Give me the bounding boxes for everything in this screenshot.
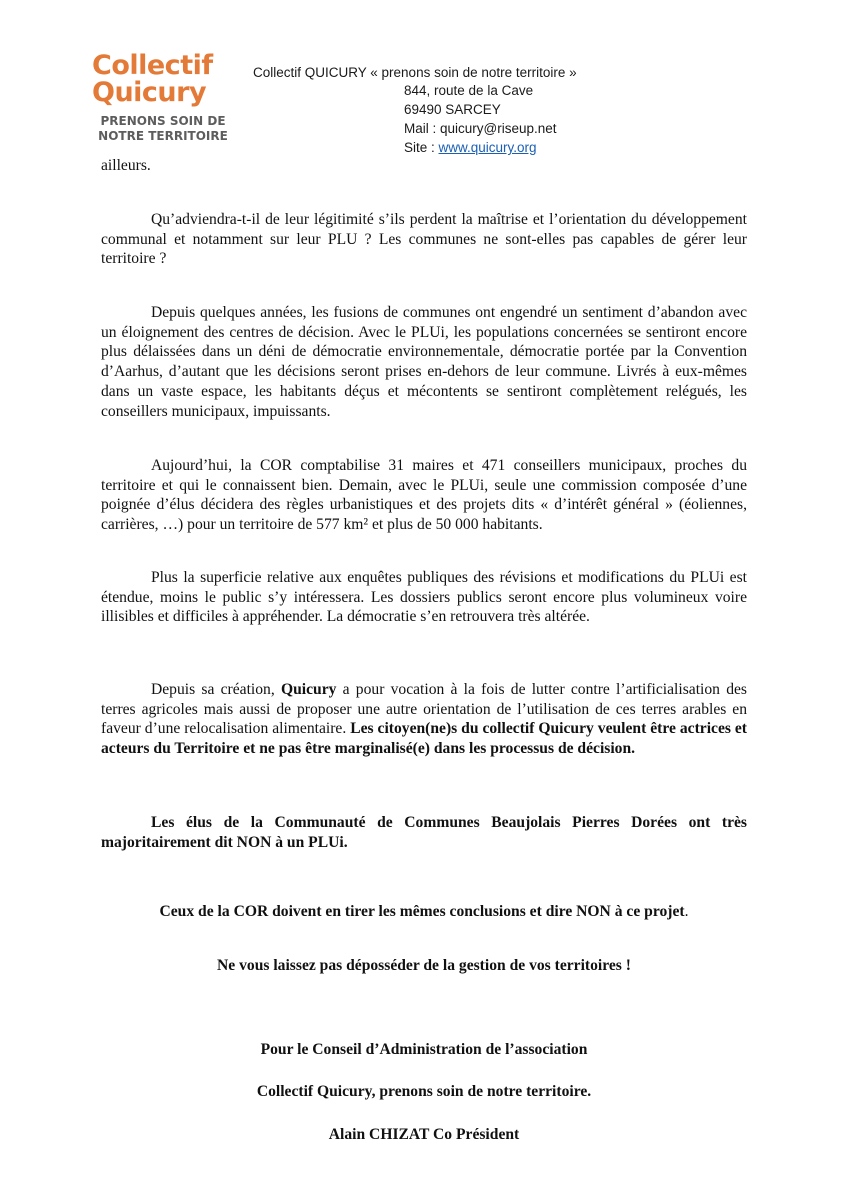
signature-line-1: Pour le Conseil d’Administration de l’association [260,1040,588,1058]
paragraph-3 [101,456,747,535]
paragraph-1 [101,210,747,269]
paragraph-7-main: Ceux de la COR doivent en tirer les mêmes conclusions et dire NON à ce projet [159,902,685,920]
paragraph-7 [101,886,747,937]
paragraph-7-end: . [684,902,689,920]
paragraph-5-bold-statement: Les citoyen(ne)s du collectif Quicury veulent être actrices et acteurs du Territoire et ne pas être marginalisé(e) dans les processus de décision. [101,720,748,758]
paragraph-5-part-a: Depuis sa création, [151,681,281,698]
paragraph-0-text: ailleurs. [101,157,151,174]
paragraph-5 [101,680,747,759]
paragraph-6-text: Les élus de la Communauté de Communes Beaujolais Pierres Dorées ont très majoritairement dit NON à un PLUi. [101,814,747,851]
paragraph-6 [101,813,747,852]
paragraph-4-text: Plus la superficie relative aux enquêtes publiques des révisions et modifications du PLUi est étendue, moins le public s’y intéressera. Les dossiers publics seront encore plus volumineux voire illisibles et difficiles à appréhender. La démocratie s’en retrouvera très altérée. [101,569,747,626]
header-city: 69490 SARCEY [404,102,501,117]
signature-block [101,1020,747,1163]
logo-tagline-2: NOTRE TERRITOIRE [98,129,228,143]
header-site-link[interactable]: www.quicury.org [438,140,537,155]
paragraph-0 [101,156,747,176]
header-street: 844, route de la Cave [404,83,534,98]
paragraph-2 [101,303,747,421]
header-title: Collectif QUICURY « prenons soin de notre territoire » [253,65,577,80]
header-site-label: Site : [404,140,439,155]
paragraph-5-text [101,680,747,759]
paragraph-2-text: Depuis quelques années, les fusions de communes ont engendré un sentiment d’abandon avec un éloignement des centres de décision. Avec le PLUi, les populations concernées se sentiront encore plus délaissées dans un déni de démocratie environnementale, démocratie portée par la Convention d’Aarhus, d’autant que les décisions seront prises en-dehors de leur commune. Livrés à eux-mêmes dans un vaste espace, les habitants déçus et mécontents se sentiront complètement relégués, les conseillers municipaux, impuissants. [101,304,747,420]
logo-line-1: Collectif [92,50,213,81]
logo-tagline [92,114,234,144]
logo-line-2: Quicury [92,77,207,108]
header-site [404,138,557,157]
paragraph-5-part-c: a pour vocation à la fois de lutter contre l’artificialisation des terres agricoles mais aussi de proposer une autre orientation de l’utilisation de ces terres arables en faveur d’une relocalisation alimentaire. [101,681,747,738]
signature-line-2: Collectif Quicury, prenons soin de notre territoire. [256,1083,592,1101]
paragraph-7-text [101,902,747,922]
collectif-quicury-logo [92,52,242,144]
header-address-block [404,81,557,157]
paragraph-1-text: Qu’adviendra-t-il de leur légitimité s’ils perdent la maîtrise et l’orientation du développement communal et notamment sur leur PLU ? Les communes ne sont-elles pas capables de gérer leur territoire ? [101,211,747,268]
signature-line-3: Alain CHIZAT Co Président [328,1125,520,1143]
paragraph-5-quicury: Quicury [280,681,337,698]
logo-tagline-1: PRENONS SOIN DE [100,114,226,128]
paragraph-4 [101,568,747,627]
header-mail: Mail : quicury@riseup.net [404,121,557,136]
paragraph-8-text: Ne vous laissez pas déposséder de la gestion de vos territoires ! [217,956,631,974]
paragraph-8 [101,940,747,991]
paragraph-3-text: Aujourd’hui, la COR comptabilise 31 maires et 471 conseillers municipaux, proches du territoire et qui le connaissent bien. Demain, avec le PLUi, seule une commission composée d’une poignée d’élus décidera des règles urbanistiques et des projets dits « d’intérêt général » (éoliennes, carrières, …) pour un territoire de 577 km² et plus de 50 000 habitants. [101,457,747,534]
